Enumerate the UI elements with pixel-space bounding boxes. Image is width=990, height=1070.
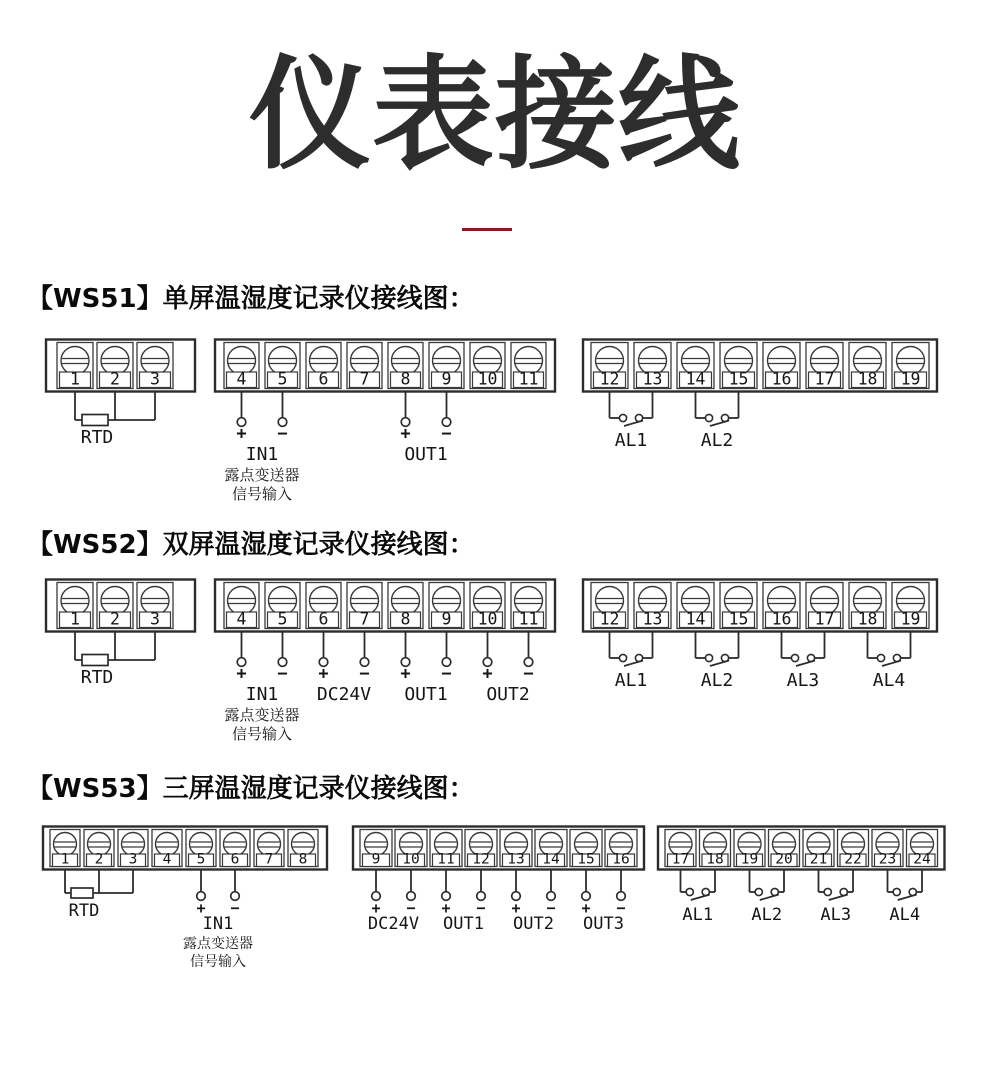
terminal-number: 14 xyxy=(542,851,560,868)
terminal-number: 17 xyxy=(671,851,690,868)
polarity-sign: − xyxy=(441,424,452,444)
terminal-number: 12 xyxy=(472,851,490,868)
alarm-relay-contact xyxy=(610,392,653,452)
terminal-number: 19 xyxy=(900,369,921,389)
terminal-number: 6 xyxy=(318,609,329,629)
wiring-diagram-ws52 xyxy=(0,578,990,750)
terminal-number: 10 xyxy=(477,369,498,389)
terminal-number: 16 xyxy=(771,369,792,389)
io-connection xyxy=(368,870,419,935)
terminal-number: 15 xyxy=(728,609,749,629)
rtd-connection xyxy=(75,632,155,689)
terminal-number: 18 xyxy=(857,369,878,389)
terminal-number: 10 xyxy=(477,609,498,629)
contact-blade xyxy=(624,421,643,427)
terminal-number: 17 xyxy=(814,369,835,389)
accent-underline xyxy=(462,228,512,231)
terminal-number: 3 xyxy=(128,851,138,868)
terminal-number: 3 xyxy=(150,609,160,629)
connection-label: IN1 xyxy=(245,444,279,465)
polarity-sign: − xyxy=(546,899,556,917)
terminal-number: 12 xyxy=(599,369,620,389)
terminal-number: 13 xyxy=(642,369,663,389)
polarity-sign: + xyxy=(482,664,493,684)
terminal-number: 7 xyxy=(359,369,370,389)
wiring-diagram-ws51 xyxy=(0,338,990,510)
contact-blade xyxy=(829,895,848,901)
terminal-number: 4 xyxy=(162,851,172,868)
terminal-block xyxy=(46,580,195,632)
connection-label: OUT2 xyxy=(486,684,530,705)
io-connection xyxy=(400,392,451,466)
terminal-number: 7 xyxy=(359,609,370,629)
connection-label: IN1 xyxy=(245,684,279,705)
rtd-resistor xyxy=(71,888,93,898)
connection-label: AL1 xyxy=(614,670,648,691)
contact-point xyxy=(705,654,712,661)
rtd-connection xyxy=(75,392,155,449)
terminal-block xyxy=(583,580,937,632)
terminal-number: 3 xyxy=(150,369,160,389)
connection-label: AL2 xyxy=(700,670,734,691)
terminal-number: 6 xyxy=(230,851,240,868)
connection-label: OUT3 xyxy=(583,914,624,934)
connection-sublabel: 露点变送器 xyxy=(183,936,253,952)
polarity-sign: + xyxy=(400,664,411,684)
terminal-number: 8 xyxy=(298,851,308,868)
contact-blade xyxy=(624,661,643,667)
contact-blade xyxy=(710,661,729,667)
polarity-sign: + xyxy=(236,424,247,444)
terminal-number: 19 xyxy=(740,851,759,868)
terminal-number: 8 xyxy=(400,369,411,389)
terminal-number: 15 xyxy=(728,369,749,389)
wiring-diagram-ws53 xyxy=(0,825,990,977)
terminal-number: 9 xyxy=(441,369,452,389)
polarity-sign: − xyxy=(441,664,452,684)
contact-point xyxy=(877,654,884,661)
connection-label: AL3 xyxy=(820,905,852,925)
contact-blade xyxy=(796,661,815,667)
io-connection xyxy=(482,632,533,706)
terminal-block xyxy=(43,827,327,870)
terminal-block xyxy=(215,340,555,392)
polarity-sign: + xyxy=(441,899,451,917)
connection-sublabel: 信号输入 xyxy=(231,485,293,503)
terminal-number: 23 xyxy=(878,851,897,868)
io-connection xyxy=(224,632,299,744)
terminal-number: 4 xyxy=(236,609,247,629)
terminal-number: 15 xyxy=(577,851,595,868)
section-heading-ws53: 【WS53】三屏温湿度记录仪接线图： xyxy=(27,774,475,804)
polarity-sign: + xyxy=(236,664,247,684)
terminal-number: 5 xyxy=(196,851,206,868)
terminal-number: 18 xyxy=(857,609,878,629)
contact-blade xyxy=(882,661,901,667)
terminal-number: 22 xyxy=(844,851,862,868)
polarity-sign: − xyxy=(523,664,534,684)
connection-label: OUT1 xyxy=(443,914,484,934)
polarity-sign: − xyxy=(277,664,288,684)
section-heading-ws51: 【WS51】单屏温湿度记录仪接线图： xyxy=(27,284,475,314)
terminal-number: 1 xyxy=(70,609,80,629)
alarm-relay-contact xyxy=(696,392,739,452)
alarm-relay-contact xyxy=(782,632,825,692)
contact-point xyxy=(824,888,831,895)
rtd-connection xyxy=(65,870,133,922)
contact-blade xyxy=(691,895,710,901)
polarity-sign: + xyxy=(511,899,521,917)
contact-point xyxy=(619,654,626,661)
io-connection xyxy=(441,870,485,935)
terminal-block xyxy=(353,827,644,870)
terminal-block xyxy=(46,340,195,392)
terminal-number: 2 xyxy=(94,851,104,868)
io-connection xyxy=(400,632,451,706)
connection-label: OUT1 xyxy=(404,444,448,465)
connection-label: AL1 xyxy=(614,430,648,451)
terminal-number: 2 xyxy=(110,609,120,629)
terminal-number: 13 xyxy=(507,851,525,868)
connection-label: OUT1 xyxy=(404,684,448,705)
terminal-number: 5 xyxy=(277,609,288,629)
terminal-number: 11 xyxy=(518,369,539,389)
terminal-number: 4 xyxy=(236,369,247,389)
contact-blade xyxy=(898,895,917,901)
terminal-number: 1 xyxy=(70,369,80,389)
polarity-sign: + xyxy=(318,664,329,684)
terminal-number: 24 xyxy=(913,851,931,868)
connection-label: AL1 xyxy=(682,905,714,925)
contact-point xyxy=(705,414,712,421)
polarity-sign: + xyxy=(400,424,411,444)
contact-point xyxy=(791,654,798,661)
terminal-number: 7 xyxy=(264,851,274,868)
terminal-number: 14 xyxy=(685,609,706,629)
alarm-relay-contact xyxy=(610,632,653,692)
alarm-relay-contact xyxy=(750,870,785,926)
contact-point xyxy=(686,888,693,895)
connection-sublabel: 露点变送器 xyxy=(224,706,300,724)
connection-label: AL3 xyxy=(786,670,820,691)
connection-label: DC24V xyxy=(367,914,420,934)
polarity-sign: − xyxy=(230,899,240,917)
connection-label: IN1 xyxy=(202,914,234,934)
connection-sublabel: 信号输入 xyxy=(190,954,246,970)
terminal-number: 10 xyxy=(402,851,420,868)
contact-point xyxy=(755,888,762,895)
io-connection xyxy=(317,632,371,706)
io-connection xyxy=(183,870,253,971)
connection-label: OUT2 xyxy=(513,914,554,934)
contact-blade xyxy=(710,421,729,427)
terminal-number: 5 xyxy=(277,369,288,389)
terminal-number: 14 xyxy=(685,369,706,389)
connection-label: AL2 xyxy=(700,430,734,451)
connection-label: RTD xyxy=(68,901,100,921)
connection-sublabel: 信号输入 xyxy=(231,725,293,743)
terminal-number: 9 xyxy=(441,609,452,629)
connection-label: RTD xyxy=(80,427,114,448)
connection-label: DC24V xyxy=(316,684,372,705)
connection-label: AL4 xyxy=(872,670,906,691)
alarm-relay-contact xyxy=(868,632,911,692)
polarity-sign: − xyxy=(359,664,370,684)
alarm-relay-contact xyxy=(696,632,739,692)
terminal-number: 16 xyxy=(771,609,792,629)
terminal-number: 19 xyxy=(900,609,921,629)
terminal-number: 9 xyxy=(371,851,381,868)
terminal-number: 20 xyxy=(775,851,793,868)
polarity-sign: + xyxy=(196,899,206,917)
alarm-relay-contact xyxy=(819,870,854,926)
rtd-resistor xyxy=(82,415,108,426)
polarity-sign: + xyxy=(371,899,381,917)
terminal-block xyxy=(583,340,937,392)
terminal-number: 18 xyxy=(706,851,724,868)
io-connection xyxy=(224,392,299,504)
terminal-number: 11 xyxy=(437,851,455,868)
terminal-number: 1 xyxy=(60,851,70,868)
connection-label: AL2 xyxy=(751,905,783,925)
terminal-number: 11 xyxy=(518,609,539,629)
contact-point xyxy=(893,888,900,895)
terminal-number: 17 xyxy=(814,609,835,629)
terminal-number: 6 xyxy=(318,369,329,389)
alarm-relay-contact xyxy=(888,870,923,926)
polarity-sign: − xyxy=(476,899,486,917)
connection-label: RTD xyxy=(80,667,114,688)
terminal-number: 8 xyxy=(400,609,411,629)
page-title: 仪表接线 xyxy=(249,44,741,186)
terminal-number: 16 xyxy=(612,851,630,868)
io-connection xyxy=(581,870,625,935)
alarm-relay-contact xyxy=(681,870,716,926)
terminal-number: 2 xyxy=(110,369,120,389)
terminal-number: 21 xyxy=(809,851,828,868)
contact-point xyxy=(619,414,626,421)
polarity-sign: + xyxy=(581,899,591,917)
polarity-sign: − xyxy=(406,899,416,917)
contact-blade xyxy=(760,895,779,901)
section-heading-ws52: 【WS52】双屏温湿度记录仪接线图： xyxy=(27,530,475,560)
terminal-number: 12 xyxy=(599,609,620,629)
connection-sublabel: 露点变送器 xyxy=(224,466,300,484)
connection-label: AL4 xyxy=(889,905,921,925)
terminal-block xyxy=(658,827,945,870)
polarity-sign: − xyxy=(616,899,626,917)
io-connection xyxy=(511,870,555,935)
rtd-resistor xyxy=(82,655,108,666)
terminal-number: 13 xyxy=(642,609,663,629)
polarity-sign: − xyxy=(277,424,288,444)
terminal-block xyxy=(215,580,555,632)
